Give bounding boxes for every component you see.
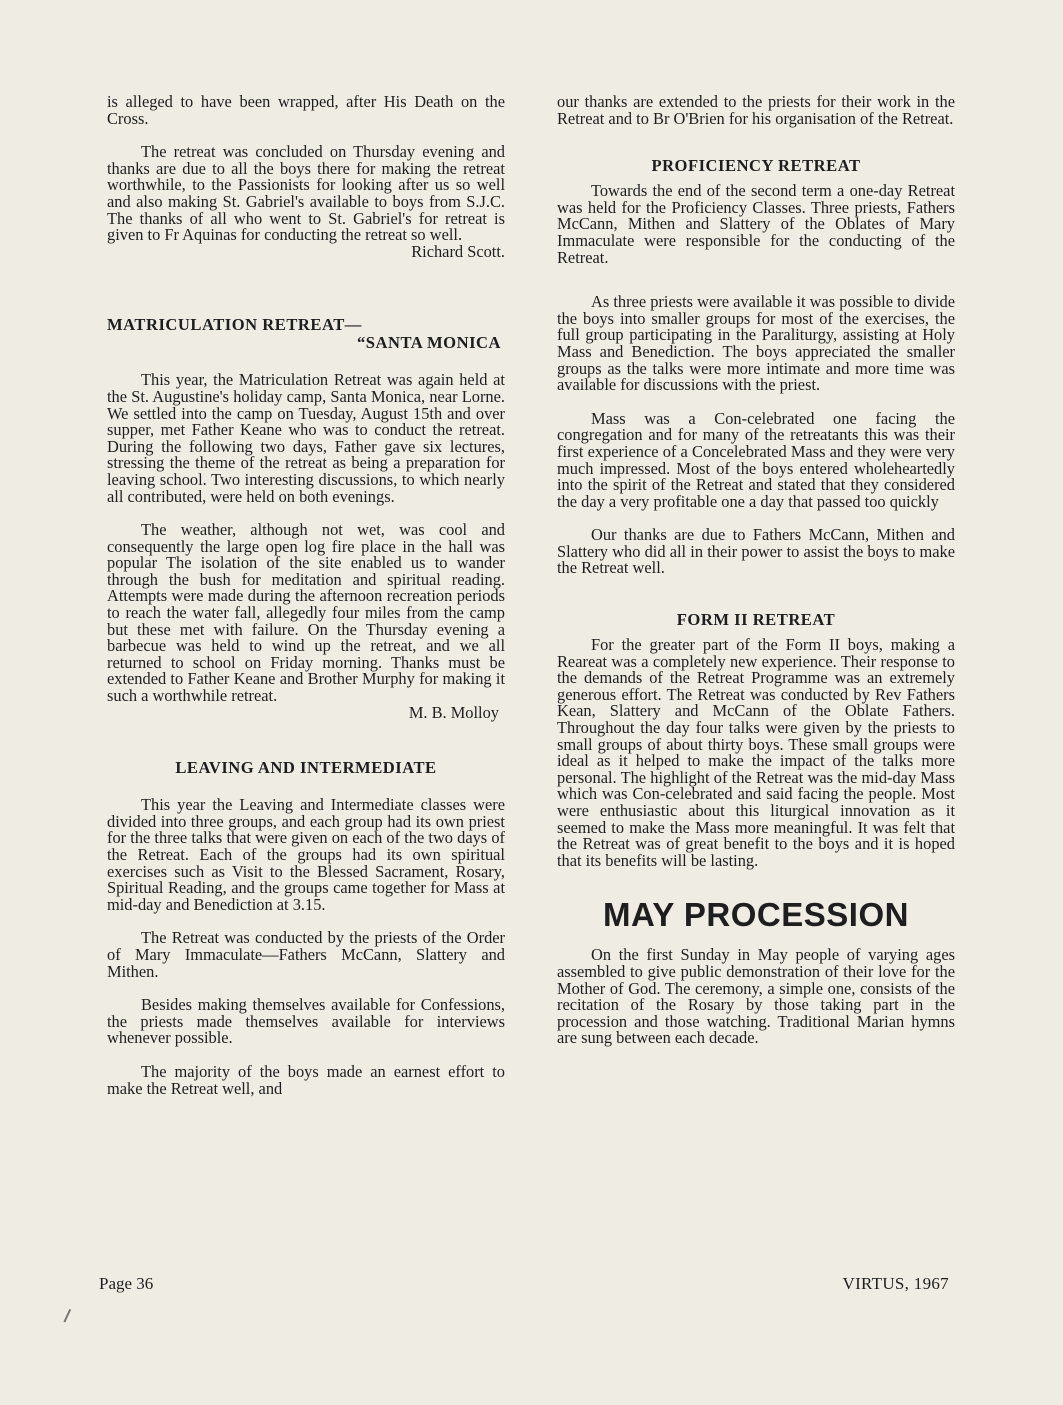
paragraph: Our thanks are due to Fathers McCann, Mithen and Slattery who did all in their power to assist the boys to make the Retreat well.	[557, 525, 955, 578]
heading-form-ii-retreat: FORM II RETREAT	[676, 610, 836, 630]
paragraph: is alleged to have been wrapped, after His Death on the Cross.	[107, 92, 505, 128]
heading-may-procession: MAY PROCESSION	[603, 896, 909, 934]
paragraph: The majority of the boys made an earnest effort to make the Retreat well, and	[107, 1061, 505, 1098]
paragraph: Mass was a Con-celebrated one facing the congregation and for many of the retreatants this was their first experience of a Concelebrated Mass and they were very much impressed. Most of the boys entered wholeheartedly into the spirit of the Retreat and stated that they considered the day a very profitable one a day that passed too quickly	[557, 408, 955, 511]
signature-richard-scott: Richard Scott.	[411, 241, 505, 261]
left-column	[107, 94, 505, 1114]
heading-matriculation-retreat	[107, 316, 505, 352]
paragraph: The weather, although not wet, was cool and consequently the large open log fire place in the hall was popular The isolation of the site enabled us to wander through the bush for meditation and spiritual reading. Attempts were made during the afternoon recreation periods to reach the water fall, allegedly four miles from the camp but these met with failure. On the Thursday evening a barbecue was held to wind up the retreat, and we all returned to school on Friday morning. Thanks must be extended to Father Keane and Brother Murphy for making it such a worthwhile retreat.	[107, 520, 505, 706]
heading-proficiency-retreat: PROFICIENCY RETREAT	[651, 156, 861, 176]
page-number: Page 36	[99, 1274, 154, 1293]
paragraph: This year, the Matriculation Retreat was again held at the St. Augustine's holiday camp, Santa Monica, near Lorne. We settled into the camp on Tuesday, August 15th and over supper, met Father Keane who was to conduct the retreat. During the following two days, Father gave six lectures, stressing the theme of the retreat as being a preparation for leaving school. Two interesting discussions, to which nearly all contributed, were held on both evenings.	[107, 370, 505, 506]
paragraph: This year the Leaving and Intermediate classes were divided into three groups, and each group had its own priest for the three talks that were given on each of the two days of the Retreat. Each of the groups had its own spiritual exercises such as Visit to the Blessed Sacrament, Rosary, Spiritual Reading, and the groups came together for Mass at mid-day and Benediction at 3.15.	[107, 795, 505, 914]
paragraph: Towards the end of the second term a one-day Retreat was held for the Proficiency Classes. Three priests, Fathers McCann, Mithen and Slattery of the Oblates of Mary Immaculate were responsible for the conducting of the Retreat.	[557, 181, 955, 267]
stray-pen-mark	[63, 1309, 76, 1325]
paragraph: our thanks are extended to the priests for their work in the Retreat and to Br O'Brien for his organisation of the Retreat.	[557, 92, 955, 128]
heading-leaving-intermediate: LEAVING AND INTERMEDIATE	[175, 758, 437, 778]
paragraph: On the first Sunday in May people of varying ages assembled to give public demonstration of their love for the Mother of God. The ceremony, a simple one, consists of the recitation of the Rosary by those taking part in the procession and those watching. Traditional Marian hymns are sung between each decade.	[557, 945, 955, 1048]
paragraph: As three priests were available it was possible to divide the boys into smaller groups for most of the exercises, the full group participating in the Paraliturgy, assisting at Holy Mass and Benediction. The boys appreciated the smaller groups as the talks were more intimate and more time was available for discussions with the priest.	[557, 292, 955, 395]
heading-line-2: “SANTA MONICA	[356, 333, 501, 353]
paragraph: Besides making themselves available for Confessions, the priests made themselves available for interviews whenever possible.	[107, 995, 505, 1048]
paragraph: For the greater part of the Form II boys, making a Reareat was a completely new experience. Their response to the demands of the Retreat Programme was an extremely generous effort. The Retreat was conducted by Rev Fathers Kean, Slattery and McCann of the Oblate Fathers. Throughout the day four talks were given by the priests to small groups of about thirty boys. These small groups were ideal as it helped to make the impact of the talks more personal. The highlight of the Retreat was the mid-day Mass which was Con-celebrated and said facing the people. Most were enthusiastic about this liturgical innovation as it seemed to make the Mass more meaningful. It was felt that the Retreat was of great benefit to the boys and it is hoped that its benefits will be lasting.	[557, 635, 955, 870]
paragraph: The Retreat was conducted by the priests of the Order of Mary Immaculate—Fathers McCann, Slattery and Mithen.	[107, 928, 505, 981]
signature-molloy: M. B. Molloy	[408, 702, 499, 722]
right-column	[557, 94, 955, 1064]
publication-title: VIRTUS, 1967	[842, 1274, 949, 1293]
heading-line-1: MATRICULATION RETREAT—	[107, 315, 362, 335]
paragraph: The retreat was concluded on Thursday evening and thanks are due to all the boys there for making the retreat worthwhile, to the Passionists for looking after us so well and also making St. Gabriel's available to boys from S.J.C. The thanks of all who went to St. Gabriel's for retreat is given to Fr Aquinas for conducting the retreat so well.	[107, 142, 505, 245]
